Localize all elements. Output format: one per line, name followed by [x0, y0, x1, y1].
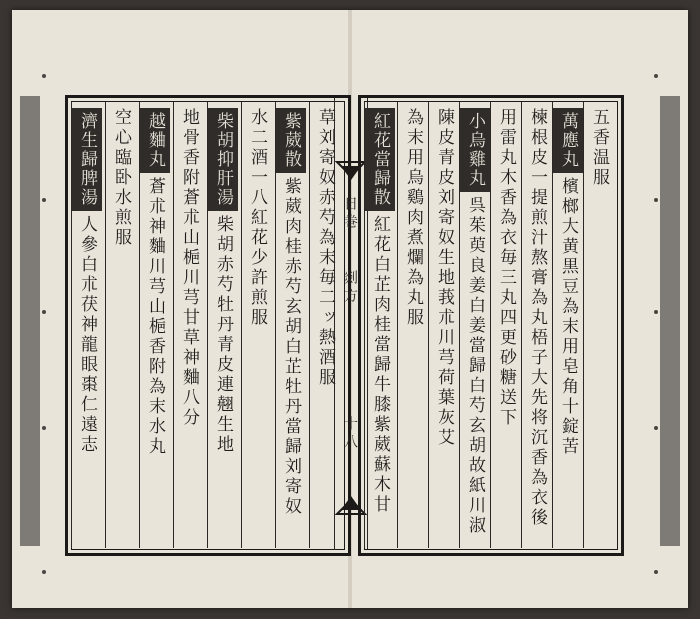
column-text: 空心臨卧水煎服: [111, 108, 131, 248]
column-text: 五香温服: [589, 108, 609, 188]
prescription-title: 小烏雞丸: [460, 108, 490, 192]
prescription-ingredients: 紅花白芷肉桂當歸牛膝紫葳蘇木甘: [370, 215, 390, 515]
text-column: [397, 102, 429, 548]
column-text: 楝根皮一提煎汁熬膏為丸梧子大先将沉香為衣後: [527, 108, 547, 528]
column-text: [276, 102, 306, 517]
text-column: [71, 102, 106, 548]
column-text: 為末用烏鷄肉煮爛為丸服: [403, 108, 423, 328]
prescription-ingredients: 呉茱萸良姜白姜當歸白芍玄胡故紙川淑: [465, 196, 485, 536]
binding-hole: [654, 74, 658, 78]
column-text: [365, 102, 395, 515]
text-column: [552, 102, 584, 548]
text-column: [428, 102, 460, 548]
text-column: [459, 102, 491, 548]
text-column: [139, 102, 174, 548]
section-label: 剡方: [342, 270, 358, 306]
prescription-ingredients: 紫葳肉桂赤芍玄胡白芷牡丹當歸刘寄奴: [281, 177, 301, 517]
left-text-frame: [65, 95, 351, 556]
prescription-title: 柴胡抑肝湯: [208, 108, 238, 211]
column-text: 陳皮青皮刘寄奴生地莪朮川芎荷葉灰艾: [434, 108, 454, 448]
prescription-title: 越麯丸: [140, 108, 170, 173]
right-show-through: [660, 96, 680, 546]
binding-hole: [42, 570, 46, 574]
prescription-title: 濟生歸脾湯: [72, 108, 102, 211]
column-text: 草刘寄奴赤芍為末毎二ッ熱酒服: [315, 108, 335, 388]
text-column: [490, 102, 522, 548]
column-text: 地骨香附蒼朮山梔川芎甘草神麯八分: [179, 108, 199, 428]
right-text-frame: [358, 95, 624, 556]
binding-hole: [654, 570, 658, 574]
text-column: [521, 102, 553, 548]
text-column: [207, 102, 242, 548]
text-column: [105, 102, 140, 548]
prescription-ingredients: 人參白朮茯神龍眼棗仁遠志: [77, 215, 97, 455]
text-column: [173, 102, 208, 548]
column-text: 水二酒一八紅花少許煎服: [247, 108, 267, 328]
column-text: [208, 102, 238, 455]
text-column: [275, 102, 310, 548]
prescription-ingredients: 檳榔大黄黒豆為末用皂角十錠苦: [558, 177, 578, 457]
column-text: [460, 102, 490, 536]
volume-label: 日巻: [342, 196, 358, 232]
column-text: [140, 102, 170, 457]
text-column: [364, 102, 398, 548]
binding-hole: [654, 198, 658, 202]
binding-hole: [654, 426, 658, 430]
prescription-title: 紫葳散: [276, 108, 306, 173]
binding-hole: [654, 310, 658, 314]
text-column: [241, 102, 276, 548]
column-text: [553, 102, 583, 457]
column-text: 用雷丸木香為衣毎三丸四更砂糖送下: [496, 108, 516, 428]
column-text: [72, 102, 102, 455]
prescription-title: 紅花當歸散: [365, 108, 395, 211]
prescription-ingredients: 柴胡赤芍牡丹青皮連翹生地: [213, 215, 233, 455]
left-show-through: [20, 96, 40, 546]
prescription-ingredients: 蒼朮神麯川芎山梔香附為末水丸: [145, 177, 165, 457]
binding-hole: [42, 310, 46, 314]
binding-hole: [42, 74, 46, 78]
page-number: 十八: [342, 416, 358, 452]
binding-hole: [42, 198, 46, 202]
book-spread: [12, 10, 688, 608]
text-column: [583, 102, 615, 548]
prescription-title: 萬應丸: [553, 108, 583, 173]
binding-hole: [42, 426, 46, 430]
